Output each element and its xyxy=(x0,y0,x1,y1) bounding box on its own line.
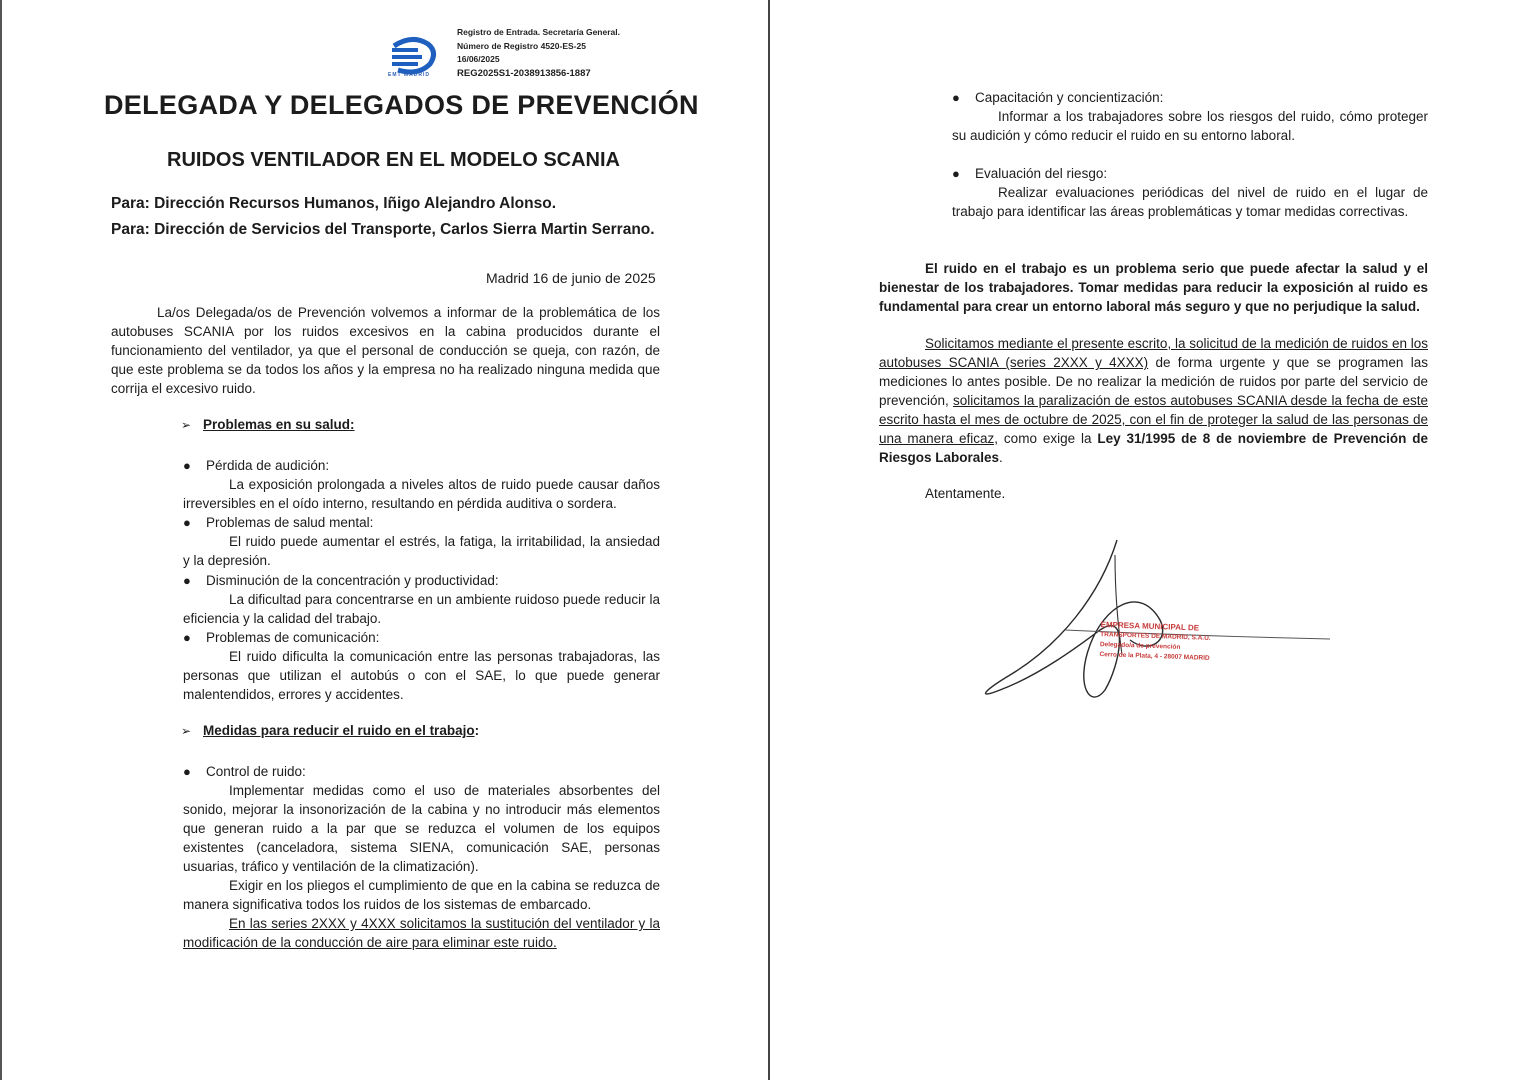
section-heading-measures xyxy=(181,723,479,738)
document-date: Madrid 16 de junio de 2025 xyxy=(486,270,656,286)
conclusion-paragraph: El ruido en el trabajo es un problema serio que puede afectar la salud y el bienestar de los trabajadores. Tomar medidas para reducir la exposición al ruido es fundamental para crear un entorno laboral más seguro y que no perjudique la salud. xyxy=(879,261,1428,314)
bullet-icon: ● xyxy=(183,764,191,779)
registry-line: 16/06/2025 xyxy=(457,54,500,64)
registry-line: Registro de Entrada. Secretaría General. xyxy=(457,27,620,37)
request-text: de forma urgente y que se programen las mediciones lo antes posible. De no realizar la medición de ruidos por parte del servicio de prevención, xyxy=(879,355,1428,408)
section-heading-text: Medidas para reducir el ruido en el trabajo xyxy=(203,723,475,738)
section-heading-colon: : xyxy=(474,723,480,738)
list-item-title: Problemas de salud mental: xyxy=(206,515,374,530)
bullet-icon: ● xyxy=(183,458,191,473)
stamp-line: TRANSPORTES DE MADRID, S.A.U. xyxy=(1100,631,1211,642)
bullet-icon: ● xyxy=(183,630,191,645)
stamp-line: EMPRESA MUNICIPAL DE xyxy=(1100,620,1200,633)
stamp-line: Cerro de la Plata, 4 - 28007 MADRID xyxy=(1099,651,1210,662)
section-heading-health xyxy=(181,417,355,432)
stamp-line: Delegado/a de prevención xyxy=(1099,641,1181,651)
arrow-bullet-icon: ➢ xyxy=(181,418,192,432)
list-item-body: Informar a los trabajadores sobre los riesgos del ruido, cómo proteger su audición y cómo reducir el ruido en su entorno laboral. xyxy=(952,109,1428,143)
recipient-line: Para: Dirección Recursos Humanos, Iñigo Alejandro Alonso. xyxy=(111,195,556,212)
list-item-body: El ruido dificulta la comunicación entre las personas trabajadoras, las personas que utilizan el autobús o con el SAE, lo que puede generar malentendidos, errores y accidentes. xyxy=(183,649,660,702)
control-paragraph: Exigir en los pliegos el cumplimiento de que en la cabina se reduzca de manera significativa todos los ruidos de los sistemas de embarcado. xyxy=(183,878,660,912)
list-item-title: Capacitación y concientización: xyxy=(975,90,1164,105)
list-item-title: Evaluación del riesgo: xyxy=(975,166,1108,181)
request-underlined: Solicitamos mediante el presente escrito, la solicitud de la medición de ruidos en los autobuses SCANIA (series 2XXX y 4XXX) xyxy=(879,336,1428,370)
list-item-body: Realizar evaluaciones periódicas del nivel de ruido en el lugar de trabajo para identificar las áreas problemáticas y tomar medidas correctivas. xyxy=(952,185,1428,219)
control-paragraph: Implementar medidas como el uso de materiales absorbentes del sonido, mejorar la insonorización de la cabina y no introducir más elementos que generan ruido a la par que se reduzca el volumen de los equipos existentes (canceladora, sistema SIENA, comunicación SAE, personas usuarias, tráfico y ventilación de la climatización). xyxy=(183,783,660,874)
bullet-icon: ● xyxy=(183,573,191,588)
list-item-body xyxy=(183,781,660,952)
list-item-body: El ruido puede aumentar el estrés, la fatiga, la irritabilidad, la ansiedad y la depresión. xyxy=(183,534,660,568)
request-underlined: solicitamos la paralización de estos autobuses SCANIA desde la fecha de este escrito hasta el mes de octubre de 2025, con el fin de proteger la salud de las personas de una manera eficaz, xyxy=(879,393,1429,446)
section-heading-text: Problemas en su salud: xyxy=(203,417,355,432)
list-item-title: Control de ruido: xyxy=(206,764,306,779)
intro-paragraph: La/os Delegada/os de Prevención volvemos a informar de la problemática de los autobuses SCANIA por los ruidos excesivos en la cabina producidos durante el funcionamiento del ventilador, ya que el personal de conducción se queja, con razón, de que este problema se da todos los años y la empresa no ha realizado ninguna medida que corrija el excesivo ruido. xyxy=(111,305,660,396)
bullet-icon: ● xyxy=(952,166,960,181)
registry-stamp xyxy=(457,26,620,80)
control-request-underlined: En las series 2XXX y 4XXX solicitamos la sustitución del ventilador y la modificación de la conducción de aire para eliminar este ruido. xyxy=(183,916,660,950)
document-title: DELEGADA Y DELEGADOS DE PREVENCIÓN xyxy=(104,90,699,120)
signature-icon xyxy=(980,535,1340,705)
list-item-title: Problemas de comunicación: xyxy=(206,630,380,645)
list-item-title: Pérdida de audición: xyxy=(206,458,330,473)
document-subtitle: RUIDOS VENTILADOR EN EL MODELO SCANIA xyxy=(167,149,620,171)
bullet-icon: ● xyxy=(952,90,960,105)
list-item-body: La exposición prolongada a niveles altos de ruido puede causar daños irreversibles en el oído interno, resultando en pérdida auditiva o sordera. xyxy=(183,477,660,511)
request-text: como exige la xyxy=(998,431,1098,446)
request-text: . xyxy=(999,450,1003,465)
arrow-bullet-icon: ➢ xyxy=(181,724,192,738)
list-item-body: La dificultad para concentrarse en un ambiente ruidoso puede reducir la eficiencia y la calidad del trabajo. xyxy=(183,592,660,626)
bullet-icon: ● xyxy=(183,515,191,530)
list-item-title: Disminución de la concentración y productividad: xyxy=(206,573,499,588)
law-reference: Ley 31/1995 de 8 de noviembre de Prevención de Riesgos Laborales xyxy=(879,431,1428,465)
registry-line: REG2025S1-2038913856-1887 xyxy=(457,67,591,79)
registry-line: Número de Registro 4520-ES-25 xyxy=(457,40,586,51)
recipient-line: Para: Dirección de Servicios del Transporte, Carlos Sierra Martin Serrano. xyxy=(111,221,655,238)
company-stamp xyxy=(1099,620,1211,664)
request-paragraph xyxy=(879,334,1428,467)
closing: Atentamente. xyxy=(925,486,1006,501)
logo-caption: EMT MADRID xyxy=(388,72,430,78)
